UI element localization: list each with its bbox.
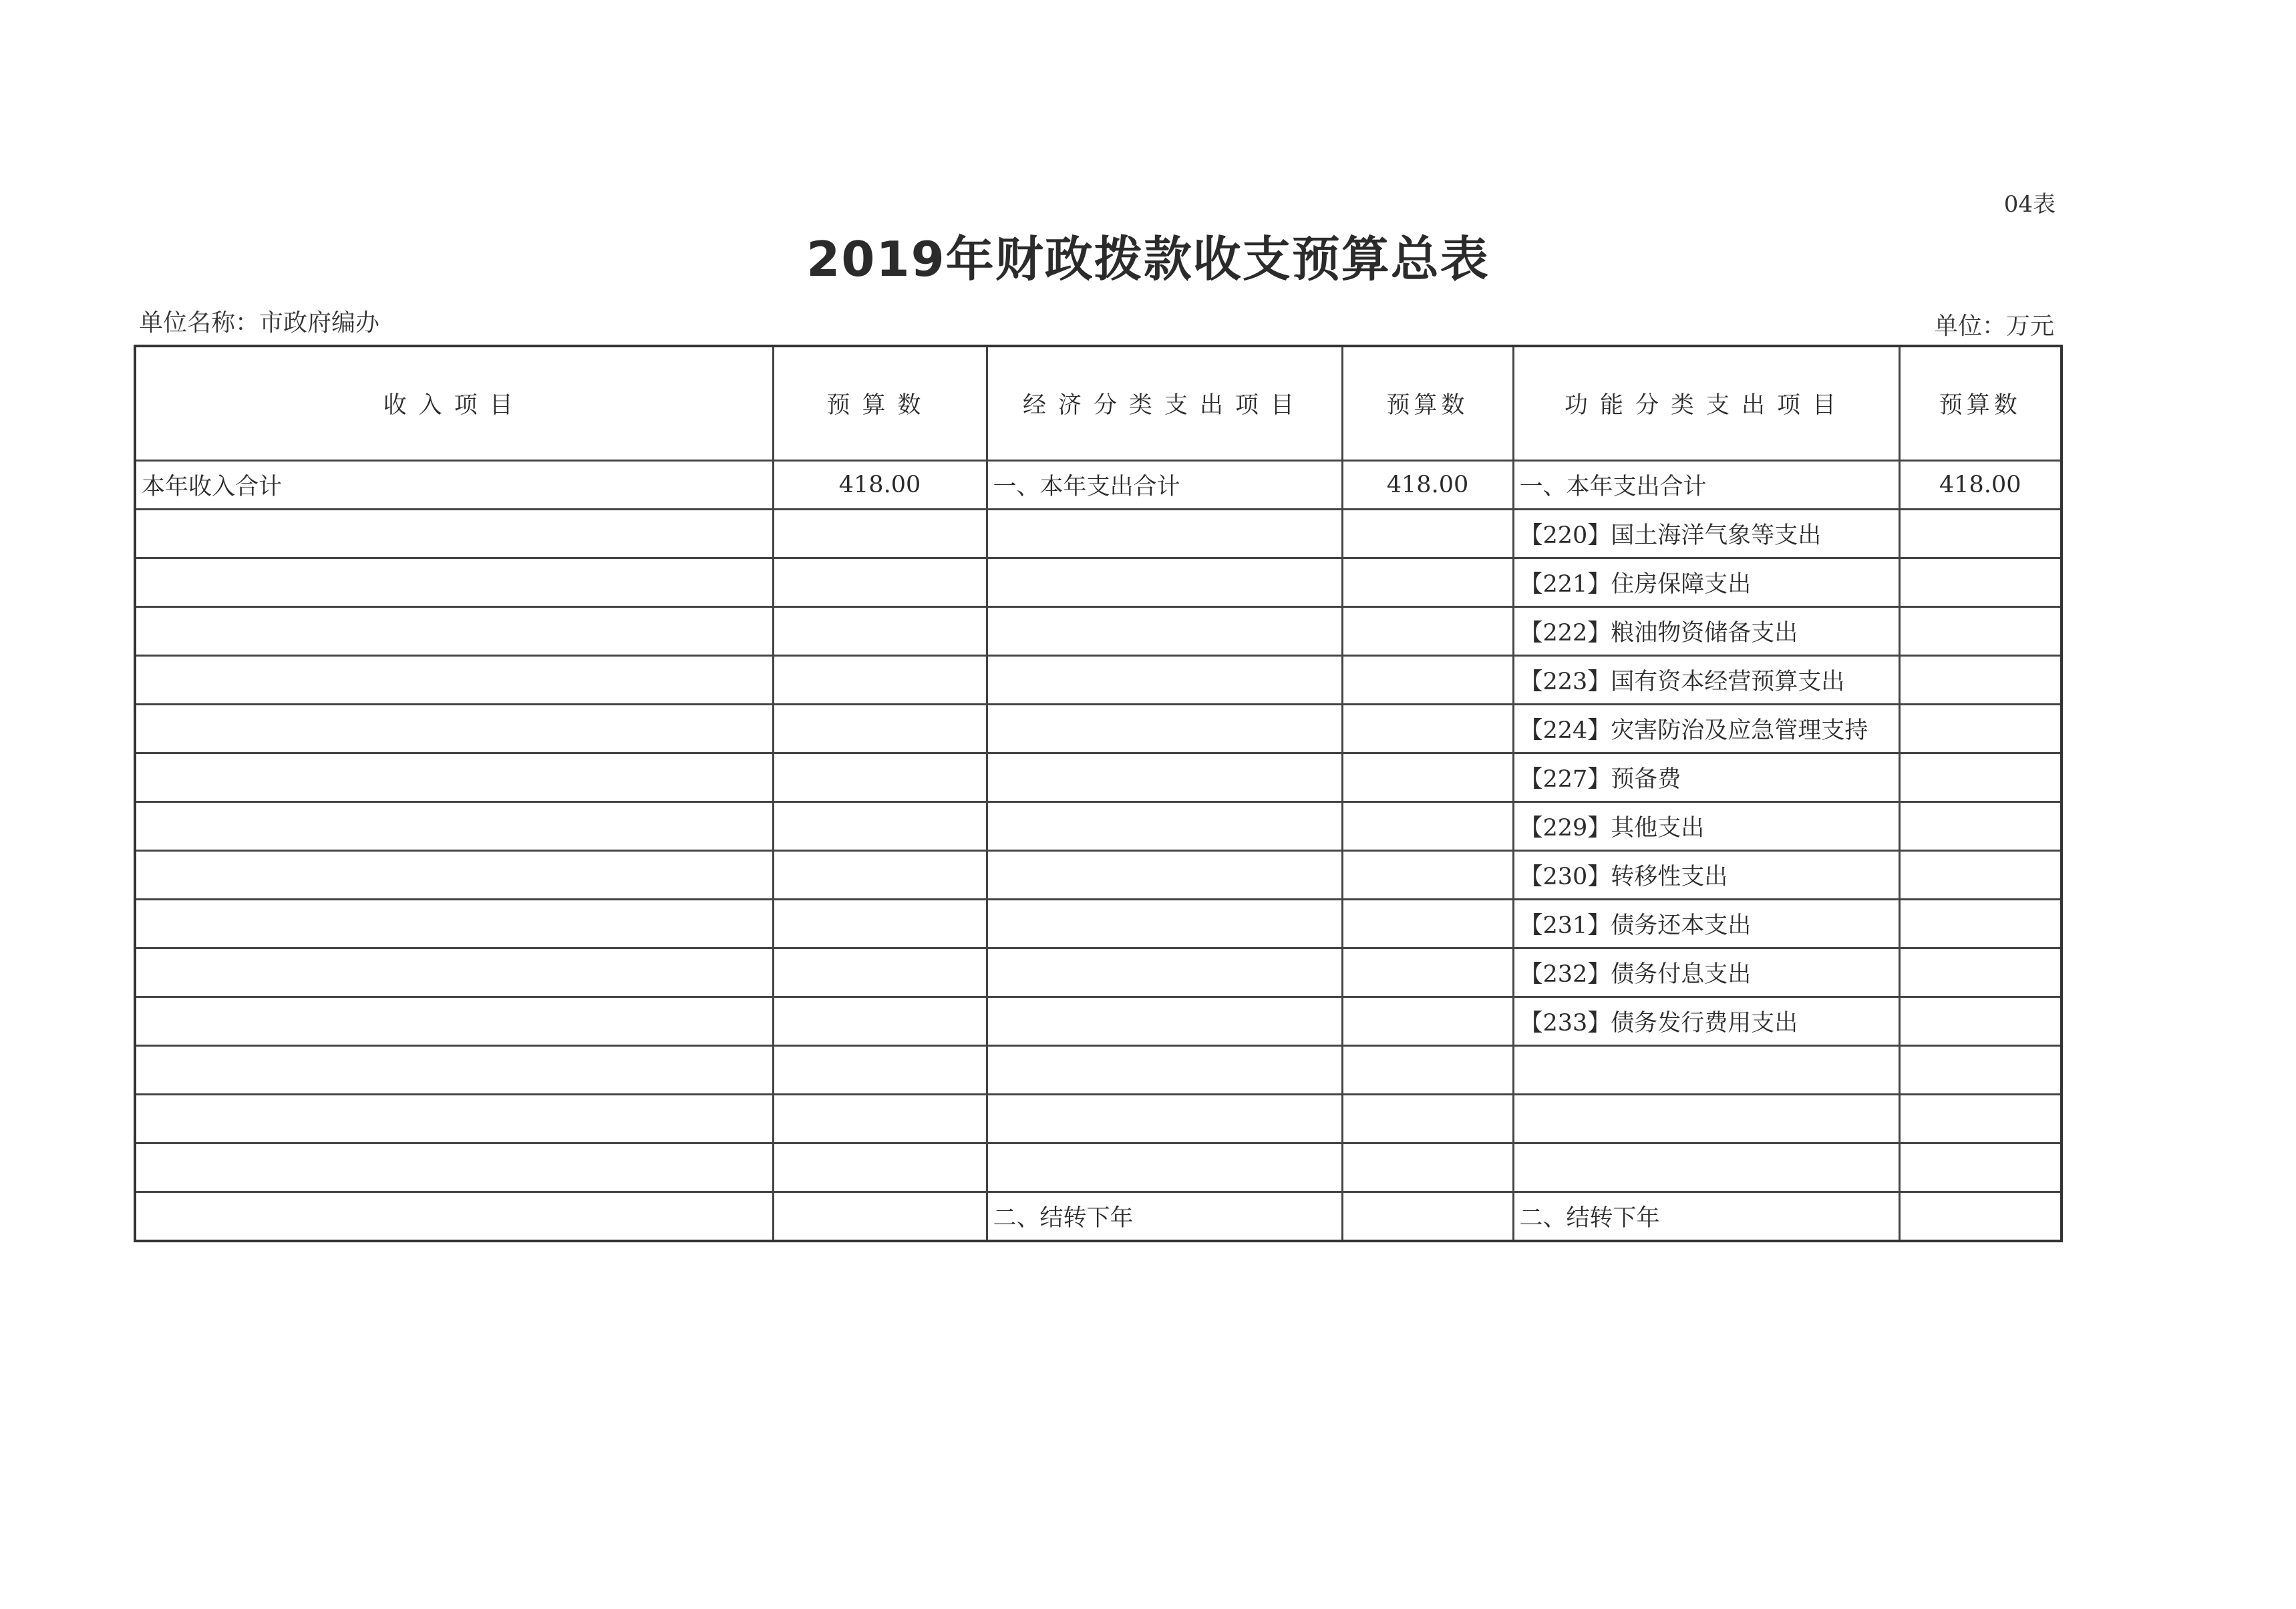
income-item-cell [135, 705, 773, 753]
table-row [135, 802, 2062, 851]
econ-item-cell [987, 510, 1342, 558]
func-item-cell: 【223】国有资本经营预算支出 [1513, 656, 1899, 705]
table-row [135, 1143, 2062, 1192]
econ-item-cell [987, 558, 1342, 607]
func-item-cell: 【229】其他支出 [1513, 802, 1899, 851]
func-amount-cell [1899, 705, 2062, 753]
func-item-cell: 【233】债务发行费用支出 [1513, 997, 1899, 1046]
table-row [135, 510, 2062, 558]
func-item-cell [1513, 1046, 1899, 1095]
econ-item-cell [987, 900, 1342, 948]
header-func-amount: 预算数 [1899, 346, 2062, 461]
econ-item-cell [987, 802, 1342, 851]
econ-item-cell [987, 1046, 1342, 1095]
func-amount-cell [1899, 607, 2062, 656]
income-amount-cell [773, 510, 987, 558]
income-item-cell [135, 997, 773, 1046]
header-income-amount: 预算数 [773, 346, 987, 461]
income-amount-cell [773, 1095, 987, 1143]
income-item-cell [135, 900, 773, 948]
func-item-cell: 【224】灾害防治及应急管理支持 [1513, 705, 1899, 753]
income-item-cell [135, 607, 773, 656]
income-amount-cell: 418.00 [773, 461, 987, 510]
func-item-cell: 【222】粮油物资储备支出 [1513, 607, 1899, 656]
header-row [135, 346, 2062, 461]
unit-name-label: 单位名称：市政府编办 [139, 309, 380, 337]
func-item-cell: 【221】住房保障支出 [1513, 558, 1899, 607]
func-item-cell [1513, 1143, 1899, 1192]
func-amount-cell [1899, 997, 2062, 1046]
econ-amount-cell [1342, 510, 1513, 558]
econ-item-cell: 二、结转下年 [987, 1192, 1342, 1242]
income-amount-cell [773, 802, 987, 851]
header-econ-amount: 预算数 [1342, 346, 1513, 461]
header-income-item: 收入项目 [135, 346, 773, 461]
econ-amount-cell [1342, 607, 1513, 656]
table-header [135, 346, 2062, 461]
econ-item-cell [987, 656, 1342, 705]
func-amount-cell [1899, 948, 2062, 997]
income-item-cell [135, 656, 773, 705]
econ-amount-cell [1342, 900, 1513, 948]
econ-item-cell [987, 997, 1342, 1046]
income-item-cell [135, 802, 773, 851]
header-func-item: 功能分类支出项目 [1513, 346, 1899, 461]
income-item-cell [135, 558, 773, 607]
income-amount-cell [773, 851, 987, 900]
func-item-cell: 【220】国土海洋气象等支出 [1513, 510, 1899, 558]
func-amount-cell [1899, 802, 2062, 851]
income-item-cell [135, 753, 773, 802]
page-title: 2019年财政拨款收支预算总表 [806, 231, 1490, 287]
income-amount-cell [773, 753, 987, 802]
income-amount-cell [773, 1046, 987, 1095]
income-amount-cell [773, 948, 987, 997]
table-row [135, 997, 2062, 1046]
econ-item-cell [987, 753, 1342, 802]
econ-amount-cell [1342, 802, 1513, 851]
func-item-cell: 二、结转下年 [1513, 1192, 1899, 1242]
table-row [135, 851, 2062, 900]
income-amount-cell [773, 656, 987, 705]
func-amount-cell: 418.00 [1899, 461, 2062, 510]
econ-item-cell [987, 607, 1342, 656]
income-item-cell: 本年收入合计 [135, 461, 773, 510]
header-econ-item: 经济分类支出项目 [987, 346, 1342, 461]
table-row [135, 753, 2062, 802]
table-row [135, 1192, 2062, 1242]
econ-amount-cell [1342, 948, 1513, 997]
econ-amount-cell [1342, 1192, 1513, 1242]
table-body [135, 461, 2062, 1242]
table-row [135, 656, 2062, 705]
income-item-cell [135, 510, 773, 558]
income-amount-cell [773, 607, 987, 656]
econ-item-cell [987, 705, 1342, 753]
func-item-cell: 一、本年支出合计 [1513, 461, 1899, 510]
income-amount-cell [773, 997, 987, 1046]
econ-amount-cell: 418.00 [1342, 461, 1513, 510]
table-row [135, 900, 2062, 948]
func-amount-cell [1899, 1095, 2062, 1143]
func-item-cell: 【227】预备费 [1513, 753, 1899, 802]
income-item-cell [135, 1143, 773, 1192]
table-row [135, 1095, 2062, 1143]
econ-amount-cell [1342, 851, 1513, 900]
func-amount-cell [1899, 1143, 2062, 1192]
func-amount-cell [1899, 1192, 2062, 1242]
income-amount-cell [773, 558, 987, 607]
econ-item-cell [987, 1143, 1342, 1192]
func-item-cell: 【230】转移性支出 [1513, 851, 1899, 900]
table-row [135, 558, 2062, 607]
income-amount-cell [773, 1192, 987, 1242]
econ-amount-cell [1342, 705, 1513, 753]
econ-item-cell: 一、本年支出合计 [987, 461, 1342, 510]
func-amount-cell [1899, 1046, 2062, 1095]
econ-amount-cell [1342, 656, 1513, 705]
func-amount-cell [1899, 900, 2062, 948]
table-row [135, 705, 2062, 753]
table-row [135, 461, 2062, 510]
econ-amount-cell [1342, 1046, 1513, 1095]
table-number: 04表 [2003, 191, 2056, 218]
income-item-cell [135, 1046, 773, 1095]
currency-unit-label: 单位：万元 [1933, 313, 2054, 340]
econ-item-cell [987, 851, 1342, 900]
income-item-cell [135, 948, 773, 997]
table-row [135, 607, 2062, 656]
income-item-cell [135, 851, 773, 900]
econ-amount-cell [1342, 1143, 1513, 1192]
table-row [135, 1046, 2062, 1095]
income-amount-cell [773, 900, 987, 948]
econ-amount-cell [1342, 558, 1513, 607]
func-item-cell: 【232】债务付息支出 [1513, 948, 1899, 997]
func-item-cell [1513, 1095, 1899, 1143]
income-item-cell [135, 1192, 773, 1242]
econ-amount-cell [1342, 753, 1513, 802]
income-amount-cell [773, 1143, 987, 1192]
func-amount-cell [1899, 851, 2062, 900]
econ-amount-cell [1342, 997, 1513, 1046]
table-row [135, 948, 2062, 997]
func-amount-cell [1899, 558, 2062, 607]
func-amount-cell [1899, 656, 2062, 705]
func-item-cell: 【231】债务还本支出 [1513, 900, 1899, 948]
func-amount-cell [1899, 753, 2062, 802]
func-amount-cell [1899, 510, 2062, 558]
econ-item-cell [987, 948, 1342, 997]
econ-item-cell [987, 1095, 1342, 1143]
income-item-cell [135, 1095, 773, 1143]
econ-amount-cell [1342, 1095, 1513, 1143]
budget-table [134, 345, 2063, 1242]
income-amount-cell [773, 705, 987, 753]
